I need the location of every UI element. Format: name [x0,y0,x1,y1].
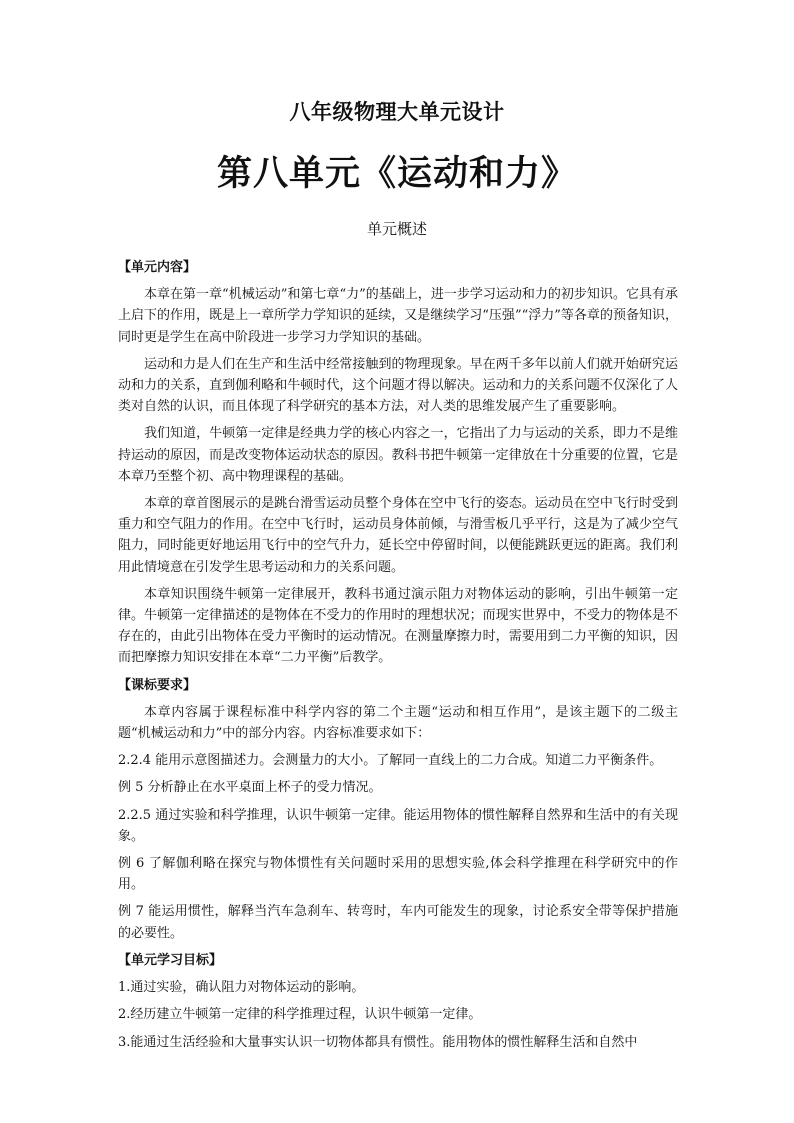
content-paragraph: 运动和力是人们在生产和生活中经常接触到的物理现象。早在两千多年以前人们就开始研究运动和力的关系，直到伽利略和牛顿时代，这个问题才得以解决。运动和力的关系问题不仅深化了人类对自然的认识，而且体现了科学研究的基本方法，对人类的思维发展产生了重要影响。 [118,356,678,415]
content-paragraph: 本章在第一章“机械运动”和第七章“力”的基础上，进一步学习运动和力的初步知识。它具有承上启下的作用，既是上一章所学力学知识的延续，又是继续学习“压强”“浮力”等各章的预备知识，同时更是学生在高中阶段进一步学习力学知识的基础。 [118,287,678,345]
standards-intro: 本章内容属于课程标准中科学内容的第二个主题“运动和相互作用”，是该主题下的二级主题“机械运动和力”中的部分内容。内容标准要求如下： [118,704,678,742]
standards-item: 例 5 分析静止在水平桌面上杯子的受力情况。 [118,780,382,796]
goal-item: 2.经历建立牛顿第一定律的科学推理过程，认识牛顿第一定律。 [118,1007,482,1023]
overview-label: 单元概述 [366,220,427,238]
standards-item: 例 7 能运用惯性，解释当汽车急刹车、转弯时，车内可能发生的现象，讨论系安全带等保护措施的必要性。 [118,904,678,941]
document-body [118,257,678,1059]
goal-item: 3.能通过生活经验和大量事实认识一切物体都具有惯性。能用物体的惯性解释生活和自然中 [118,1034,638,1050]
content-paragraph: 本章知识围绕牛顿第一定律展开，教科书通过演示阻力对物体运动的影响，引出牛顿第一定律。牛顿第一定律描述的是物体在不受力的作用时的理想状况；而现实世界中，不受力的物体是不存在的，由此引出物体在受力平衡时的运动情况。在测量摩擦力时，需要用到二力平衡的知识，因而把摩擦力知识安排在本章“二力平衡”后教学。 [118,586,678,666]
content-paragraph: 我们知道，牛顿第一定律是经典力学的核心内容之一，它指出了力与运动的关系，即力不是维持运动的原因，而是改变物体运动状态的原因。教科书把牛顿第一定律放在十分重要的位置，它是本章乃至整个初、高中物理课程的基础。 [118,426,678,484]
section-heading-goals: 【单元学习目标】 [118,952,223,968]
standards-item: 2.2.5 通过实验和科学推理，认识牛顿第一定律。能运用物体的惯性解释自然界和生活中的有关现象。 [118,807,678,844]
standards-item: 2.2.4 能用示意图描述力。会测量力的大小。了解同一直线上的二力合成。知道二力平衡条件。 [118,753,663,769]
section-heading-standards: 【课标要求】 [118,677,197,693]
standards-item: 例 6 了解伽利略在探究与物体惯性有关问题时采用的思想实验,体会科学推理在科学研究中的作用。 [118,856,678,893]
document-title: 第八单元《运动和力》 [216,153,577,194]
document-subtitle: 八年级物理大单元设计 [289,99,505,124]
content-paragraph: 本章的章首图展示的是跳台滑雪运动员整个身体在空中飞行的姿态。运动员在空中飞行时受到重力和空气阻力的作用。在空中飞行时，运动员身体前倾，与滑雪板几乎平行，这是为了减少空气阻力，同时能更好地运用飞行中的空气升力，延长空中停留时间，以便能跳跃更远的距离。我们利用此情境意在引发学生思考运动和力的关系问题。 [118,496,678,575]
section-heading-content: 【单元内容】 [118,260,197,275]
goal-item: 1.通过实验，确认阻力对物体运动的影响。 [118,980,365,996]
